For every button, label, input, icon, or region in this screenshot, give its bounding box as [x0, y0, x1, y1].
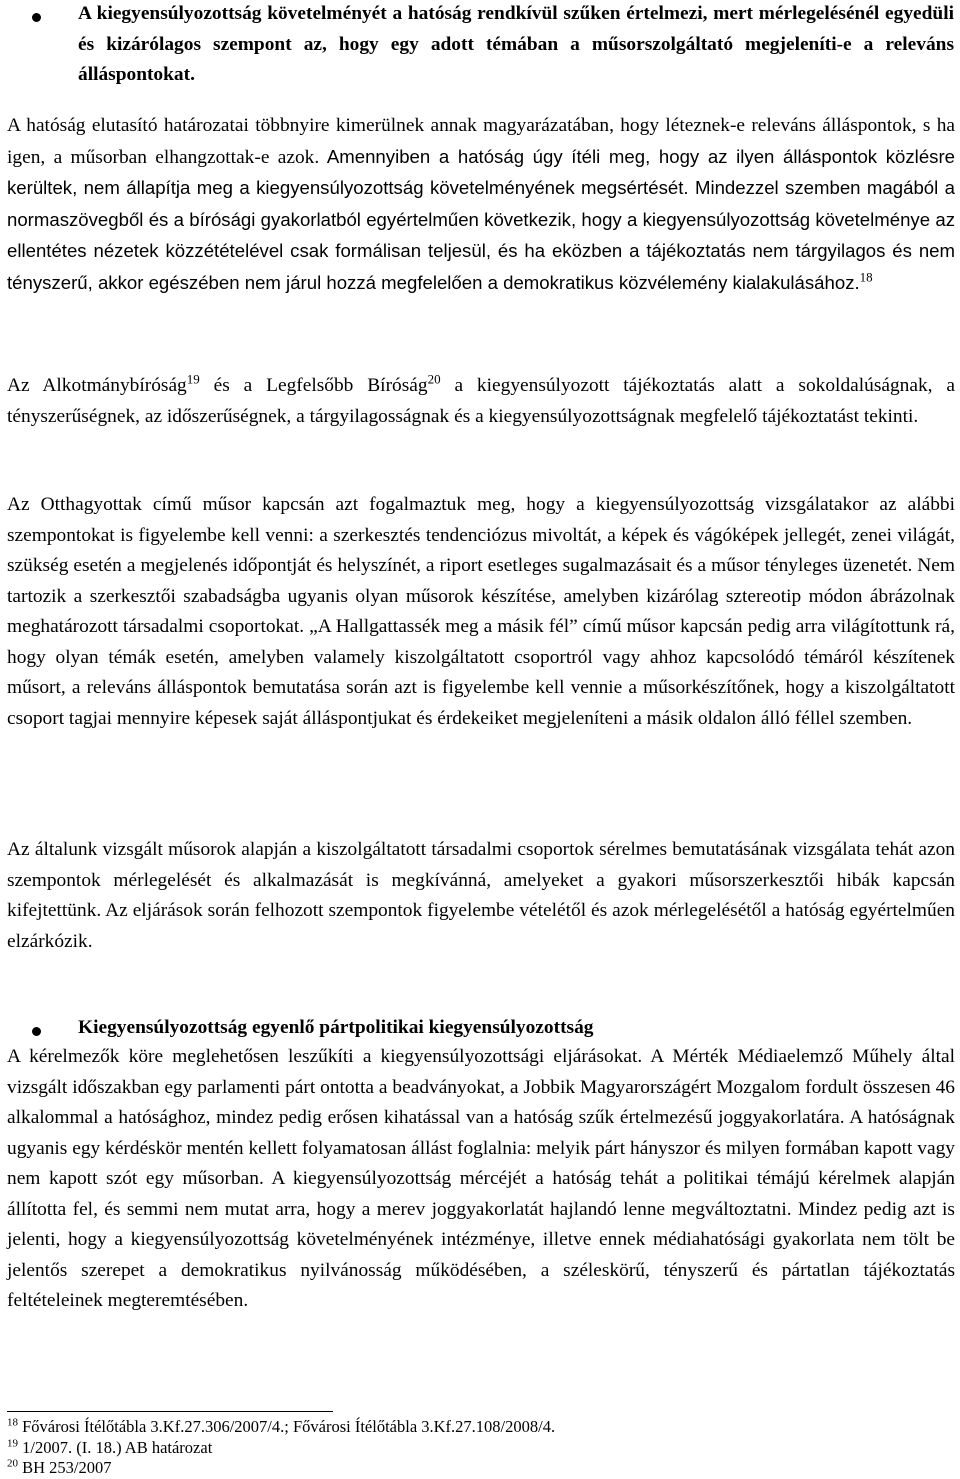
- bullet-heading-1: A kiegyensúlyozottság követelményét a hatóság rendkívül szűken értelmezi, mert mérlegelésénél egyedüli és kizárólagos szempont az, hogy egy adott témában a műsorszolgáltató megjeleníti-e a releváns álláspontokat.: [78, 3, 954, 85]
- paragraph-4: [7, 835, 955, 957]
- paragraph-5-text-e: Mindez pedig azt is jelenti, hogy a kiegyensúlyozottság követelményének intézménye, illetve ennek médiahatósági gyakorlata nem tölt be jelentős szerepet a demokratikus nyilvánosság működésében, a széleskörű, tényszerű és pártatlan tájékoztatás feltételeinek megteremtésében.: [7, 1198, 955, 1311]
- footnote-number: 20: [7, 1457, 18, 1470]
- footnote-ref-18: 18: [859, 269, 873, 285]
- footnote-text: 1/2007. (I. 18.) AB határozat: [18, 1438, 213, 1457]
- bullet-icon: [32, 13, 41, 22]
- footnote-ref-20: 20: [427, 371, 441, 387]
- bullet-heading-2: Kiegyensúlyozottság egyenlő pártpolitikai kiegyensúlyozottság: [78, 1017, 594, 1038]
- paragraph-5-text-c: A hatóságnak ugyanis egy kérdéskör mentén kellett folyamatosan állást foglalnia: melyik párt hányszor és milyen formában kapott vagy nem kapott szót egy műsorban.: [7, 1107, 955, 1189]
- footnote-20: [7, 1457, 112, 1479]
- paragraph-1-text-a: A hatóság elutasító határozatai többnyire kimerülnek annak magyarázatában, hogy léteznek-e releváns álláspontok, s ha igen, a műsorban elhangzottak-e azok.: [7, 115, 955, 168]
- paragraph-3: [7, 490, 955, 734]
- paragraph-4-text-a: Az általunk vizsgált műsorok alapján a kiszolgáltatott társadalmi csoportok sérelmes bemutatásának vizsgálata tehát azon szempontok mérlegelését és alkalmazását is megkívánná, amelyeket a gyakori műsorszerkesztői hibák kapcsán kifejtettünk.: [7, 839, 955, 921]
- paragraph-2: [7, 371, 955, 432]
- paragraph-2-text-c: a kiegyensúlyozott tájékoztatás alatt a sokoldalúságnak, a tényszerűségnek, az időszerűségnek, a tárgyilagosságnak és a kiegyensúlyozottságnak megfelelő tájékoztatást tekinti.: [7, 375, 955, 427]
- footnote-19: [7, 1437, 212, 1459]
- footnote-text: BH 253/2007: [18, 1458, 112, 1477]
- paragraph-5-text-d: A kiegyensúlyozottság mércéjét a hatóság tehát a politikai témájú kérelmek alapján állította fel, és semmi nem mutat arra, hogy a merev joggyakorlatát hajlandó lenne megváltoztatni.: [7, 1168, 955, 1220]
- footnote-number: 18: [7, 1416, 18, 1429]
- paragraph-3-text-a: Az Otthagyottak című műsor kapcsán azt fogalmaztuk meg, hogy a kiegyensúlyozottság vizsgálatakor az alábbi szempontokat is figyelembe kell venni: a szerkesztés tendenciózus mivoltát, a képek és vágóképek jellegét, zenei világát, szükség esetén a megjelenés időpontját és helyszínét, a riport esetleges sugalmazásait és a műsor tényleges üzenetét.: [7, 494, 955, 576]
- paragraph-5-text-a: A kérelmezők köre meglehetősen leszűkíti a kiegyensúlyozottsági eljárásokat.: [7, 1046, 643, 1067]
- footnote-number: 19: [7, 1437, 18, 1450]
- paragraph-1-text-c: Mindezzel szemben magából a normaszövegből és a bírósági gyakorlatból egyértelműen következik, hogy a kiegyensúlyozottság követelménye az ellentétes nézetek közzétételével csak formálisan teljesül, és ha eközben a tájékoztatás nem tárgyilagos és nem tényszerű, akkor egészében nem járul hozzá megfelelően a demokratikus közvélemény kialakulásához.: [7, 177, 956, 293]
- paragraph-3-text-b: Nem tartozik a szerkesztői szabadságba ugyanis olyan műsorok készítése, amelyben kizárólag sztereotip módon ábrázolnak meghatározott társadalmi csoportokat.: [7, 555, 955, 637]
- paragraph-5: [7, 1042, 955, 1317]
- paragraph-4-text-b: Az eljárások során felhozott szempontok figyelembe vételétől és azok mérlegelésétől a hatóság egyértelműen elzárkózik.: [7, 900, 955, 952]
- footnote-18: [7, 1416, 555, 1438]
- paragraph-2-text-b: és a Legfelsőbb Bíróság: [199, 375, 428, 396]
- paragraph-5-text-b: A Mérték Médiaelemző Műhely által vizsgált időszakban egy parlamenti párt ontotta a beadványokat, a Jobbik Magyarországért Mozgalom fordult összesen 46 alkalommal a hatósághoz, mindez pedig erősen kihatással van a hatóság szűk értelmezésű joggyakorlatára.: [7, 1046, 955, 1128]
- paragraph-3-text-c: „A Hallgattassék meg a másik fél” című műsor kapcsán pedig arra világítottunk rá, hogy olyan témák esetén, amelyben valamely kiszolgáltatott csoportról vagy ahhoz kapcsolódó témáról készítenek műsort, a releváns álláspontok bemutatása során azt is figyelembe kell vennie a műsorkészítőnek, hogy a kiszolgáltatott csoport tagjai mennyire képesek saját álláspontjukat és érdekeiket megjeleníteni a másik oldalon álló féllel szemben.: [7, 616, 956, 729]
- footnote-text: Fővárosi Ítélőtábla 3.Kf.27.306/2007/4.; Fővárosi Ítélőtábla 3.Kf.27.108/2008/4.: [18, 1417, 556, 1436]
- paragraph-2-text-a: Az Alkotmánybíróság: [7, 375, 187, 396]
- bullet-icon: [32, 1027, 41, 1036]
- footnote-divider: [7, 1411, 333, 1412]
- paragraph-1-text-b: Amennyiben a hatóság úgy ítéli meg, hogy az ilyen álláspontok közlésre kerültek, nem állapítja meg a kiegyensúlyozottság követelményének megsértését.: [7, 145, 955, 198]
- footnote-ref-19: 19: [186, 371, 200, 387]
- paragraph-1: [7, 111, 955, 299]
